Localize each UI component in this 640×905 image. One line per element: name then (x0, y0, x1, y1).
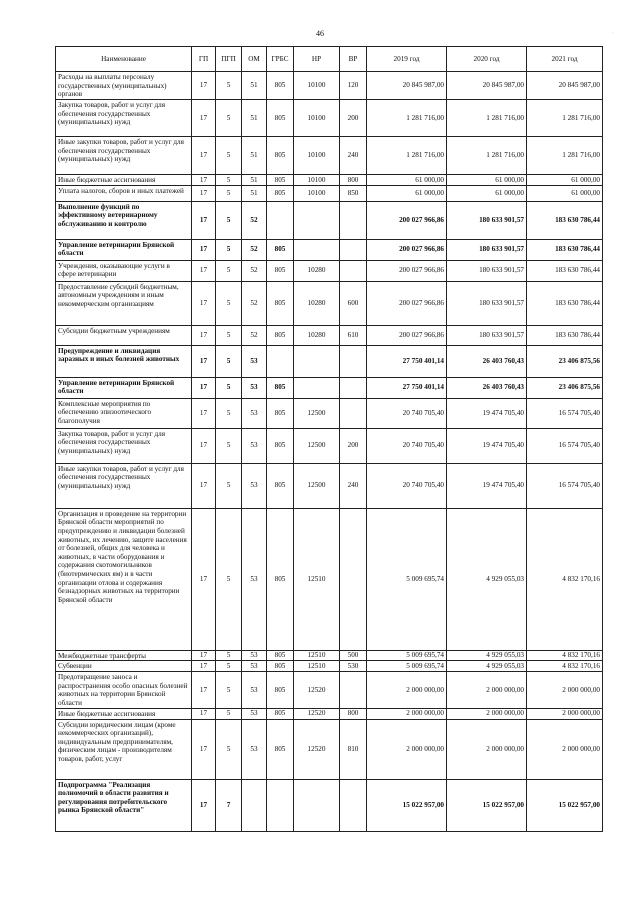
cell-name: Управление ветеринарии Брянской области (56, 239, 192, 260)
table-row (56, 100, 603, 137)
cell-name: Комплексные мероприятия по обеспечению эпизоотического благополучия (56, 398, 192, 428)
cell-name: Уплата налогов, сборов и иных платежей (56, 185, 192, 201)
cell-vr: 810 (340, 719, 367, 779)
cell-gp: 17 (192, 779, 216, 831)
header-gp: ГП (192, 47, 216, 72)
cell-pgp: 5 (216, 377, 242, 398)
cell-pgp: 5 (216, 185, 242, 201)
cell-pgp: 5 (216, 281, 242, 325)
cell-om: 52 (242, 239, 267, 260)
cell-name: Субсидии юридическим лицам (кроме некоммерческих организаций), индивидуальным предпринимателям, физическим лицам - производителям товаров, работ, услуг (56, 719, 192, 779)
cell-y2019: 200 027 966,86 (367, 281, 447, 325)
cell-om: 51 (242, 72, 267, 100)
cell-name: Расходы на выплаты персоналу государственных (муниципальных) органов (56, 72, 192, 100)
cell-np: 10100 (294, 100, 340, 137)
cell-grbs: 805 (267, 671, 294, 708)
cell-y2021: 2 000 000,00 (527, 708, 603, 719)
cell-np: 10100 (294, 185, 340, 201)
cell-gp: 17 (192, 100, 216, 137)
cell-y2020: 20 845 987,00 (447, 72, 527, 100)
cell-np: 12510 (294, 661, 340, 672)
cell-y2021: 183 630 786,44 (527, 239, 603, 260)
cell-gp: 17 (192, 239, 216, 260)
cell-pgp: 5 (216, 398, 242, 428)
cell-pgp: 5 (216, 100, 242, 137)
table-row (56, 779, 603, 831)
cell-om: 52 (242, 260, 267, 281)
cell-pgp: 5 (216, 260, 242, 281)
cell-y2020: 61 000,00 (447, 185, 527, 201)
cell-name: Выполнение функций по эффективному ветеринарному обслуживанию и контролю (56, 201, 192, 239)
cell-np (294, 377, 340, 398)
cell-name: Предоставление субсидий бюджетным, автономным учреждениям и иным некоммерческим организациям (56, 281, 192, 325)
cell-grbs: 805 (267, 508, 294, 650)
cell-np: 12510 (294, 508, 340, 650)
cell-y2020: 180 633 901,57 (447, 281, 527, 325)
cell-name: Организация и проведение на территории Брянской области мероприятий по предупреждению и ликвидации болезней животных, их лечению, защите населения от болезней, общих для человека и животных, в части оборудования и содержания скотомогильников (биотермических ям) и в части организации отлова и содержания безнадзорных животных на территории Брянской области (56, 508, 192, 650)
cell-y2019: 27 750 401,14 (367, 377, 447, 398)
cell-y2020: 19 474 705,40 (447, 398, 527, 428)
cell-vr: 240 (340, 463, 367, 508)
cell-name: Иные закупки товаров, работ и услуг для обеспечения государственных (муниципальных) нужд (56, 463, 192, 508)
table-row (56, 708, 603, 719)
cell-y2019: 27 750 401,14 (367, 345, 447, 377)
cell-y2019: 200 027 966,86 (367, 260, 447, 281)
cell-gp: 17 (192, 325, 216, 345)
cell-np: 12520 (294, 719, 340, 779)
table-row (56, 185, 603, 201)
cell-pgp: 5 (216, 661, 242, 672)
cell-pgp: 5 (216, 463, 242, 508)
cell-om (242, 779, 267, 831)
cell-np: 10280 (294, 325, 340, 345)
cell-pgp: 5 (216, 325, 242, 345)
cell-y2020: 180 633 901,57 (447, 239, 527, 260)
cell-y2019: 20 740 705,40 (367, 463, 447, 508)
cell-gp: 17 (192, 428, 216, 463)
cell-pgp: 5 (216, 650, 242, 661)
cell-gp: 17 (192, 175, 216, 186)
cell-y2019: 5 009 695,74 (367, 661, 447, 672)
cell-vr (340, 779, 367, 831)
cell-vr: 200 (340, 428, 367, 463)
table-row (56, 650, 603, 661)
cell-vr (340, 671, 367, 708)
cell-y2020: 19 474 705,40 (447, 463, 527, 508)
cell-y2021: 183 630 786,44 (527, 325, 603, 345)
cell-vr (340, 508, 367, 650)
cell-vr (340, 398, 367, 428)
cell-y2019: 2 000 000,00 (367, 671, 447, 708)
cell-y2020: 4 929 055,03 (447, 661, 527, 672)
cell-y2021: 4 832 170,16 (527, 508, 603, 650)
cell-np (294, 201, 340, 239)
cell-grbs (267, 345, 294, 377)
cell-grbs: 805 (267, 72, 294, 100)
cell-om: 53 (242, 708, 267, 719)
cell-gp: 17 (192, 72, 216, 100)
cell-name: Предотвращение заноса и распространения особо опасных болезней животных на территории Брянской области (56, 671, 192, 708)
table-row (56, 281, 603, 325)
table-row (56, 72, 603, 100)
cell-gp: 17 (192, 719, 216, 779)
table-row (56, 719, 603, 779)
cell-grbs: 805 (267, 428, 294, 463)
cell-np: 10100 (294, 137, 340, 175)
table-row (56, 508, 603, 650)
table-header-row (56, 47, 603, 72)
cell-np: 12500 (294, 428, 340, 463)
cell-vr: 500 (340, 650, 367, 661)
cell-y2021: 15 022 957,00 (527, 779, 603, 831)
cell-vr (340, 345, 367, 377)
table-row (56, 377, 603, 398)
cell-y2021: 183 630 786,44 (527, 260, 603, 281)
cell-vr: 850 (340, 185, 367, 201)
cell-y2019: 200 027 966,86 (367, 239, 447, 260)
cell-np: 10280 (294, 281, 340, 325)
cell-y2021: 20 845 987,00 (527, 72, 603, 100)
header-grbs: ГРБС (267, 47, 294, 72)
cell-om: 53 (242, 398, 267, 428)
budget-table (55, 46, 603, 832)
cell-name: Подпрограмма "Реализация полномочий в области развития и регулирования потребительского рынка Брянской области" (56, 779, 192, 831)
cell-vr (340, 260, 367, 281)
table-row (56, 175, 603, 186)
cell-y2019: 200 027 966,86 (367, 201, 447, 239)
cell-om: 52 (242, 281, 267, 325)
cell-np (294, 779, 340, 831)
cell-om: 53 (242, 345, 267, 377)
cell-name: Управление ветеринарии Брянской области (56, 377, 192, 398)
cell-np: 10100 (294, 72, 340, 100)
cell-pgp: 5 (216, 508, 242, 650)
cell-y2021: 16 574 705,40 (527, 398, 603, 428)
cell-gp: 17 (192, 661, 216, 672)
cell-y2021: 16 574 705,40 (527, 463, 603, 508)
cell-pgp: 5 (216, 137, 242, 175)
cell-vr: 800 (340, 708, 367, 719)
table-row (56, 345, 603, 377)
cell-y2021: 16 574 705,40 (527, 428, 603, 463)
cell-y2020: 180 633 901,57 (447, 260, 527, 281)
cell-grbs: 805 (267, 708, 294, 719)
cell-y2021: 183 630 786,44 (527, 281, 603, 325)
cell-om: 53 (242, 650, 267, 661)
cell-y2020: 4 929 055,03 (447, 508, 527, 650)
cell-name: Субвенции (56, 661, 192, 672)
cell-y2020: 2 000 000,00 (447, 708, 527, 719)
cell-y2019: 2 000 000,00 (367, 708, 447, 719)
cell-vr: 800 (340, 175, 367, 186)
cell-pgp: 5 (216, 671, 242, 708)
cell-vr: 610 (340, 325, 367, 345)
cell-grbs: 805 (267, 175, 294, 186)
cell-np: 12520 (294, 708, 340, 719)
cell-gp: 17 (192, 463, 216, 508)
header-2019: 2019 год (367, 47, 447, 72)
cell-y2020: 15 022 957,00 (447, 779, 527, 831)
cell-pgp: 5 (216, 239, 242, 260)
cell-pgp: 5 (216, 428, 242, 463)
cell-name: Закупка товаров, работ и услуг для обеспечения государственных (муниципальных) нужд (56, 100, 192, 137)
cell-np (294, 239, 340, 260)
table-row (56, 201, 603, 239)
header-vr: ВР (340, 47, 367, 72)
cell-y2020: 180 633 901,57 (447, 201, 527, 239)
cell-y2020: 26 403 760,43 (447, 377, 527, 398)
cell-y2019: 20 740 705,40 (367, 398, 447, 428)
cell-y2020: 180 633 901,57 (447, 325, 527, 345)
cell-om: 51 (242, 137, 267, 175)
header-np: НР (294, 47, 340, 72)
cell-vr (340, 201, 367, 239)
cell-y2021: 1 281 716,00 (527, 100, 603, 137)
cell-name: Учреждения, оказывающие услуги в сфере ветеринарии (56, 260, 192, 281)
cell-om: 51 (242, 185, 267, 201)
cell-pgp: 7 (216, 779, 242, 831)
cell-y2019: 61 000,00 (367, 175, 447, 186)
table-row (56, 137, 603, 175)
cell-grbs: 805 (267, 325, 294, 345)
header-name: Наименование (56, 47, 192, 72)
cell-gp: 17 (192, 185, 216, 201)
cell-vr: 240 (340, 137, 367, 175)
cell-y2021: 183 630 786,44 (527, 201, 603, 239)
header-2020: 2020 год (447, 47, 527, 72)
table-row (56, 398, 603, 428)
page-number: 46 (316, 29, 324, 38)
cell-vr: 600 (340, 281, 367, 325)
cell-pgp: 5 (216, 175, 242, 186)
cell-grbs: 805 (267, 719, 294, 779)
cell-y2021: 23 406 875,56 (527, 377, 603, 398)
cell-y2020: 26 403 760,43 (447, 345, 527, 377)
cell-y2020: 2 000 000,00 (447, 671, 527, 708)
cell-grbs: 805 (267, 185, 294, 201)
cell-name: Иные закупки товаров, работ и услуг для обеспечения государственных (муниципальных) нужд (56, 137, 192, 175)
cell-y2021: 2 000 000,00 (527, 719, 603, 779)
header-om: ОМ (242, 47, 267, 72)
cell-grbs: 805 (267, 137, 294, 175)
cell-y2019: 2 000 000,00 (367, 719, 447, 779)
cell-y2019: 5 009 695,74 (367, 508, 447, 650)
cell-om: 53 (242, 661, 267, 672)
cell-y2020: 61 000,00 (447, 175, 527, 186)
cell-name: Закупка товаров, работ и услуг для обеспечения государственных (муниципальных) нужд (56, 428, 192, 463)
cell-y2019: 1 281 716,00 (367, 100, 447, 137)
cell-pgp: 5 (216, 708, 242, 719)
cell-y2020: 1 281 716,00 (447, 100, 527, 137)
cell-np: 10280 (294, 260, 340, 281)
cell-om: 53 (242, 508, 267, 650)
cell-pgp: 5 (216, 201, 242, 239)
cell-gp: 17 (192, 650, 216, 661)
table-row (56, 661, 603, 672)
cell-np: 10100 (294, 175, 340, 186)
cell-y2019: 200 027 966,86 (367, 325, 447, 345)
scan-speck: · (612, 30, 614, 36)
table-row (56, 325, 603, 345)
cell-grbs: 805 (267, 463, 294, 508)
cell-np (294, 345, 340, 377)
cell-pgp: 5 (216, 719, 242, 779)
cell-grbs: 805 (267, 377, 294, 398)
cell-name: Иные бюджетные ассигнования (56, 708, 192, 719)
cell-om: 52 (242, 325, 267, 345)
cell-name: Иные бюджетные ассигнования (56, 175, 192, 186)
cell-grbs: 805 (267, 281, 294, 325)
cell-grbs: 805 (267, 260, 294, 281)
cell-om: 51 (242, 175, 267, 186)
header-pgp: ПГП (216, 47, 242, 72)
cell-gp: 17 (192, 508, 216, 650)
cell-om: 53 (242, 719, 267, 779)
table-row (56, 463, 603, 508)
cell-np: 12510 (294, 650, 340, 661)
cell-grbs: 805 (267, 239, 294, 260)
cell-om: 53 (242, 463, 267, 508)
cell-vr: 530 (340, 661, 367, 672)
cell-gp: 17 (192, 377, 216, 398)
table-body (56, 72, 603, 832)
cell-grbs (267, 201, 294, 239)
cell-vr: 120 (340, 72, 367, 100)
cell-name: Предупреждение и ликвидация заразных и иных болезней животных (56, 345, 192, 377)
cell-np: 12500 (294, 398, 340, 428)
cell-name: Субсидии бюджетным учреждениям (56, 325, 192, 345)
cell-y2019: 20 845 987,00 (367, 72, 447, 100)
table-row (56, 239, 603, 260)
cell-vr: 200 (340, 100, 367, 137)
cell-gp: 17 (192, 260, 216, 281)
cell-y2019: 61 000,00 (367, 185, 447, 201)
cell-y2021: 4 832 170,16 (527, 661, 603, 672)
cell-y2021: 23 406 875,56 (527, 345, 603, 377)
cell-y2021: 1 281 716,00 (527, 137, 603, 175)
cell-y2021: 61 000,00 (527, 175, 603, 186)
cell-grbs: 805 (267, 661, 294, 672)
cell-y2019: 15 022 957,00 (367, 779, 447, 831)
cell-grbs: 805 (267, 398, 294, 428)
cell-y2019: 1 281 716,00 (367, 137, 447, 175)
cell-y2021: 61 000,00 (527, 185, 603, 201)
cell-vr (340, 377, 367, 398)
cell-gp: 17 (192, 137, 216, 175)
cell-om: 53 (242, 377, 267, 398)
cell-vr (340, 239, 367, 260)
cell-y2021: 2 000 000,00 (527, 671, 603, 708)
cell-np: 12520 (294, 671, 340, 708)
cell-y2019: 20 740 705,40 (367, 428, 447, 463)
cell-y2019: 5 009 695,74 (367, 650, 447, 661)
cell-grbs (267, 779, 294, 831)
header-2021: 2021 год (527, 47, 603, 72)
cell-y2020: 19 474 705,40 (447, 428, 527, 463)
cell-gp: 17 (192, 398, 216, 428)
cell-pgp: 5 (216, 345, 242, 377)
cell-y2020: 2 000 000,00 (447, 719, 527, 779)
cell-y2021: 4 832 170,16 (527, 650, 603, 661)
cell-om: 52 (242, 201, 267, 239)
cell-gp: 17 (192, 201, 216, 239)
cell-y2020: 1 281 716,00 (447, 137, 527, 175)
cell-gp: 17 (192, 671, 216, 708)
table-row (56, 671, 603, 708)
cell-om: 53 (242, 671, 267, 708)
cell-gp: 17 (192, 708, 216, 719)
cell-name: Межбюджетные трансферты (56, 650, 192, 661)
cell-om: 53 (242, 428, 267, 463)
cell-grbs: 805 (267, 100, 294, 137)
cell-np: 12500 (294, 463, 340, 508)
table-row (56, 428, 603, 463)
table-row (56, 260, 603, 281)
cell-y2020: 4 929 055,03 (447, 650, 527, 661)
cell-gp: 17 (192, 345, 216, 377)
cell-gp: 17 (192, 281, 216, 325)
cell-om: 51 (242, 100, 267, 137)
cell-grbs: 805 (267, 650, 294, 661)
cell-pgp: 5 (216, 72, 242, 100)
